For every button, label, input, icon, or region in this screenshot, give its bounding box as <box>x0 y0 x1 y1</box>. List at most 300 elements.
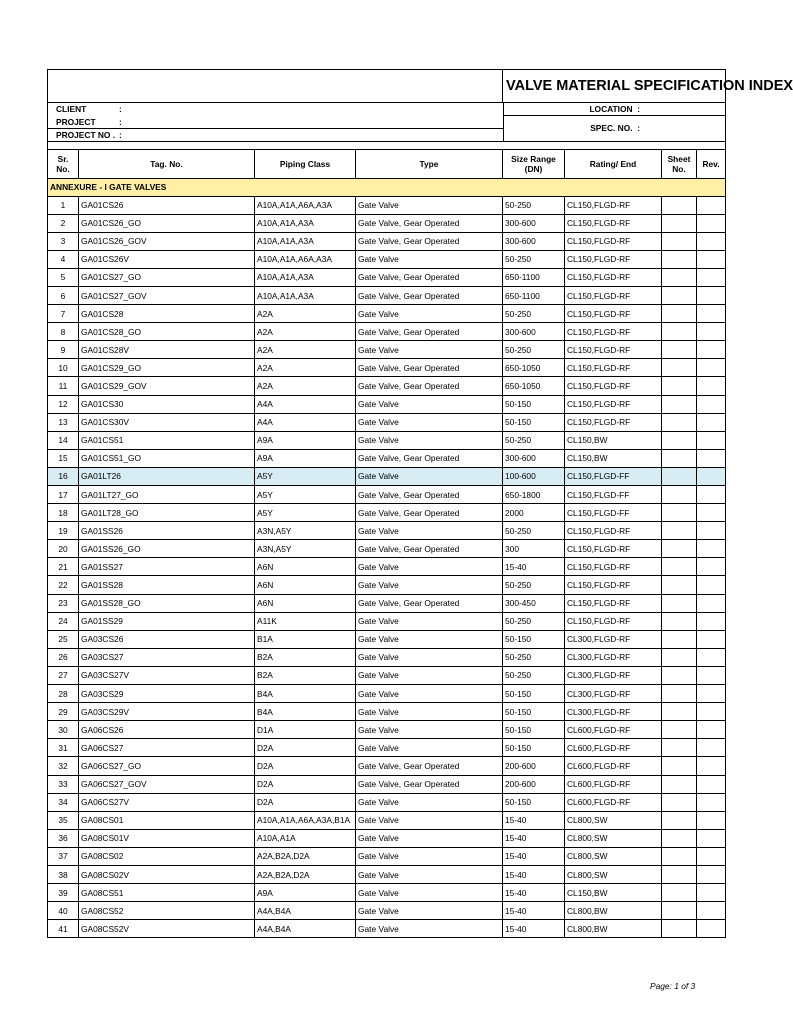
size-range-cell: 15-40 <box>503 865 565 883</box>
size-range-cell: 15-40 <box>503 884 565 902</box>
rev-cell <box>697 884 726 902</box>
size-range-cell: 15-40 <box>503 558 565 576</box>
type-cell: Gate Valve, Gear Operated <box>356 268 503 286</box>
tag-no-cell: GA08CS52 <box>79 902 255 920</box>
rev-cell <box>697 576 726 594</box>
location-colon: : <box>637 104 640 114</box>
sheet-no-cell <box>662 214 697 232</box>
type-cell: Gate Valve <box>356 793 503 811</box>
spec-no-label: SPEC. NO. <box>590 123 633 134</box>
tag-no-cell: GA01CS29_GOV <box>79 377 255 395</box>
sr-no-cell: 11 <box>48 377 79 395</box>
type-cell: Gate Valve <box>356 431 503 449</box>
type-cell: Gate Valve <box>356 648 503 666</box>
rev-cell <box>697 268 726 286</box>
size-range-cell: 50-150 <box>503 395 565 413</box>
table-row <box>48 829 726 847</box>
size-range-cell: 50-150 <box>503 630 565 648</box>
rev-cell <box>697 522 726 540</box>
type-cell: Gate Valve <box>356 739 503 757</box>
tag-no-cell: GA01SS28_GO <box>79 594 255 612</box>
rating-end-cell: CL150,FLGD-RF <box>565 286 662 304</box>
sr-no-cell: 12 <box>48 395 79 413</box>
rating-end-cell: CL150,FLGD-RF <box>565 395 662 413</box>
client-label: CLIENT <box>56 104 87 115</box>
tag-no-cell: GA01CS26V <box>79 250 255 268</box>
piping-class-cell: A2A,B2A,D2A <box>255 847 356 865</box>
rev-cell <box>697 377 726 395</box>
rev-cell <box>697 775 726 793</box>
size-range-cell: 300 <box>503 540 565 558</box>
tag-no-cell: GA01CS27_GOV <box>79 286 255 304</box>
size-range-cell: 50-150 <box>503 721 565 739</box>
piping-class-cell: A10A,A1A,A6A,A3A <box>255 196 356 214</box>
table-row <box>48 504 726 522</box>
type-cell: Gate Valve <box>356 666 503 684</box>
table-row <box>48 232 726 250</box>
sr-no-cell: 36 <box>48 829 79 847</box>
table-row <box>48 540 726 558</box>
sheet-no-cell <box>662 522 697 540</box>
rev-cell <box>697 341 726 359</box>
rev-cell <box>697 666 726 684</box>
table-row <box>48 884 726 902</box>
sr-no-cell: 40 <box>48 902 79 920</box>
size-range-cell: 50-250 <box>503 612 565 630</box>
piping-class-cell: A9A <box>255 431 356 449</box>
rating-end-cell: CL150,FLGD-RF <box>565 341 662 359</box>
type-cell: Gate Valve <box>356 902 503 920</box>
rating-end-cell: CL150,BW <box>565 449 662 467</box>
table-row <box>48 305 726 323</box>
rev-cell <box>697 648 726 666</box>
valve-table <box>47 149 726 939</box>
sheet-no-cell <box>662 359 697 377</box>
rating-end-cell: CL150,FLGD-FF <box>565 504 662 522</box>
tag-no-cell: GA01LT28_GO <box>79 504 255 522</box>
rev-cell <box>697 811 726 829</box>
table-row <box>48 721 726 739</box>
piping-class-cell: B2A <box>255 648 356 666</box>
type-cell: Gate Valve <box>356 703 503 721</box>
piping-class-cell: A3N,A5Y <box>255 522 356 540</box>
table-row <box>48 250 726 268</box>
table-row <box>48 449 726 467</box>
sheet-no-cell <box>662 666 697 684</box>
tag-no-cell: GA01CS26_GO <box>79 214 255 232</box>
col-tag-no: Tag. No. <box>79 149 255 178</box>
rev-cell <box>697 413 726 431</box>
type-cell: Gate Valve <box>356 811 503 829</box>
annexure-heading: ANNEXURE - I GATE VALVES <box>48 178 726 196</box>
piping-class-cell: A10A,A1A,A3A <box>255 214 356 232</box>
sr-no-cell: 7 <box>48 305 79 323</box>
piping-class-cell: A9A <box>255 884 356 902</box>
type-cell: Gate Valve, Gear Operated <box>356 359 503 377</box>
rating-end-cell: CL300,FLGD-RF <box>565 648 662 666</box>
col-piping-class: Piping Class <box>255 149 356 178</box>
type-cell: Gate Valve <box>356 920 503 938</box>
sheet-no-cell <box>662 757 697 775</box>
piping-class-cell: A11K <box>255 612 356 630</box>
rev-cell <box>697 467 726 485</box>
rev-cell <box>697 286 726 304</box>
sheet-no-cell <box>662 431 697 449</box>
piping-class-cell: A5Y <box>255 504 356 522</box>
piping-class-cell: A6N <box>255 594 356 612</box>
rating-end-cell: CL150,FLGD-RF <box>565 250 662 268</box>
tag-no-cell: GA03CS27 <box>79 648 255 666</box>
size-range-cell: 50-250 <box>503 341 565 359</box>
sr-no-cell: 38 <box>48 865 79 883</box>
piping-class-cell: D2A <box>255 793 356 811</box>
rev-cell <box>697 685 726 703</box>
tag-no-cell: GA03CS29 <box>79 685 255 703</box>
sheet-no-cell <box>662 847 697 865</box>
table-row <box>48 847 726 865</box>
rating-end-cell: CL150,FLGD-RF <box>565 576 662 594</box>
rev-cell <box>697 431 726 449</box>
sr-no-cell: 41 <box>48 920 79 938</box>
piping-class-cell: D2A <box>255 757 356 775</box>
type-cell: Gate Valve <box>356 576 503 594</box>
rating-end-cell: CL150,FLGD-RF <box>565 214 662 232</box>
page-number: Page: 1 of 3 <box>650 981 696 991</box>
col-rev: Rev. <box>697 149 726 178</box>
size-range-cell: 50-250 <box>503 305 565 323</box>
tag-no-cell: GA08CS01 <box>79 811 255 829</box>
size-range-cell: 100-600 <box>503 467 565 485</box>
tag-no-cell: GA01SS26 <box>79 522 255 540</box>
size-range-cell: 50-250 <box>503 431 565 449</box>
tag-no-cell: GA01CS28 <box>79 305 255 323</box>
column-header-row <box>48 149 726 178</box>
type-cell: Gate Valve, Gear Operated <box>356 486 503 504</box>
type-cell: Gate Valve <box>356 196 503 214</box>
piping-class-cell: A3N,A5Y <box>255 540 356 558</box>
type-cell: Gate Valve <box>356 721 503 739</box>
sheet-no-cell <box>662 703 697 721</box>
sheet-no-cell <box>662 685 697 703</box>
type-cell: Gate Valve <box>356 612 503 630</box>
table-row <box>48 594 726 612</box>
rev-cell <box>697 250 726 268</box>
table-row <box>48 703 726 721</box>
size-range-cell: 300-600 <box>503 449 565 467</box>
rating-end-cell: CL150,FLGD-RF <box>565 413 662 431</box>
sheet-no-cell <box>662 612 697 630</box>
rev-cell <box>697 920 726 938</box>
rev-cell <box>697 703 726 721</box>
sr-no-cell: 34 <box>48 793 79 811</box>
table-row <box>48 558 726 576</box>
tag-no-cell: GA08CS01V <box>79 829 255 847</box>
tag-no-cell: GA06CS26 <box>79 721 255 739</box>
size-range-cell: 300-450 <box>503 594 565 612</box>
sheet-no-cell <box>662 594 697 612</box>
sr-no-cell: 29 <box>48 703 79 721</box>
sheet-no-cell <box>662 232 697 250</box>
sr-no-cell: 26 <box>48 648 79 666</box>
size-range-cell: 50-150 <box>503 703 565 721</box>
rev-cell <box>697 594 726 612</box>
type-cell: Gate Valve, Gear Operated <box>356 286 503 304</box>
table-row <box>48 666 726 684</box>
size-range-cell: 50-150 <box>503 793 565 811</box>
type-cell: Gate Valve, Gear Operated <box>356 594 503 612</box>
rating-end-cell: CL150,FLGD-FF <box>565 467 662 485</box>
sr-no-cell: 31 <box>48 739 79 757</box>
spec-no-field <box>504 116 726 142</box>
tag-no-cell: GA01CS28_GO <box>79 323 255 341</box>
sr-no-cell: 39 <box>48 884 79 902</box>
table-row <box>48 268 726 286</box>
location-label: LOCATION <box>589 104 633 114</box>
table-row <box>48 413 726 431</box>
sheet-no-cell <box>662 413 697 431</box>
rating-end-cell: CL150,FLGD-RF <box>565 196 662 214</box>
rating-end-cell: CL150,FLGD-RF <box>565 305 662 323</box>
sheet-no-cell <box>662 250 697 268</box>
size-range-cell: 300-600 <box>503 323 565 341</box>
table-row <box>48 630 726 648</box>
sheet-no-cell <box>662 395 697 413</box>
tag-no-cell: GA01CS51 <box>79 431 255 449</box>
location-field <box>504 103 726 116</box>
tag-no-cell: GA08CS51 <box>79 884 255 902</box>
type-cell: Gate Valve <box>356 522 503 540</box>
tag-no-cell: GA01CS26 <box>79 196 255 214</box>
spec-index-sheet <box>47 69 793 938</box>
size-range-cell: 15-40 <box>503 920 565 938</box>
header-table <box>47 69 793 103</box>
piping-class-cell: A2A <box>255 305 356 323</box>
piping-class-cell: A2A <box>255 359 356 377</box>
sheet-no-cell <box>662 829 697 847</box>
rating-end-cell: CL600,FLGD-RF <box>565 739 662 757</box>
tag-no-cell: GA01LT26 <box>79 467 255 485</box>
spacer-row <box>48 141 726 149</box>
piping-class-cell: A10A,A1A,A3A <box>255 286 356 304</box>
col-size-range: Size Range (DN) <box>503 149 565 178</box>
table-row <box>48 576 726 594</box>
piping-class-cell: B4A <box>255 685 356 703</box>
type-cell: Gate Valve <box>356 685 503 703</box>
sheet-no-cell <box>662 902 697 920</box>
size-range-cell: 50-250 <box>503 250 565 268</box>
sr-no-cell: 32 <box>48 757 79 775</box>
piping-class-cell: B4A <box>255 703 356 721</box>
rating-end-cell: CL600,FLGD-RF <box>565 775 662 793</box>
sr-no-cell: 37 <box>48 847 79 865</box>
rev-cell <box>697 902 726 920</box>
rev-cell <box>697 395 726 413</box>
piping-class-cell: D2A <box>255 739 356 757</box>
rev-cell <box>697 232 726 250</box>
rating-end-cell: CL300,FLGD-RF <box>565 666 662 684</box>
sr-no-cell: 2 <box>48 214 79 232</box>
piping-class-cell: A4A,B4A <box>255 902 356 920</box>
piping-class-cell: A4A <box>255 395 356 413</box>
rating-end-cell: CL150,FLGD-RF <box>565 612 662 630</box>
sheet-no-cell <box>662 739 697 757</box>
type-cell: Gate Valve, Gear Operated <box>356 214 503 232</box>
sr-no-cell: 4 <box>48 250 79 268</box>
tag-no-cell: GA01SS27 <box>79 558 255 576</box>
tag-no-cell: GA03CS29V <box>79 703 255 721</box>
rev-cell <box>697 540 726 558</box>
sr-no-cell: 10 <box>48 359 79 377</box>
size-range-cell: 15-40 <box>503 829 565 847</box>
sheet-no-cell <box>662 286 697 304</box>
tag-no-cell: GA01CS28V <box>79 341 255 359</box>
rev-cell <box>697 847 726 865</box>
type-cell: Gate Valve, Gear Operated <box>356 757 503 775</box>
type-cell: Gate Valve <box>356 395 503 413</box>
sheet-no-cell <box>662 504 697 522</box>
sheet-no-cell <box>662 323 697 341</box>
sheet-no-cell <box>662 305 697 323</box>
rev-cell <box>697 196 726 214</box>
rev-cell <box>697 214 726 232</box>
sr-no-cell: 8 <box>48 323 79 341</box>
table-row <box>48 522 726 540</box>
type-cell: Gate Valve <box>356 884 503 902</box>
type-cell: Gate Valve <box>356 250 503 268</box>
table-row <box>48 648 726 666</box>
type-cell: Gate Valve <box>356 847 503 865</box>
tag-no-cell: GA01CS30 <box>79 395 255 413</box>
rating-end-cell: CL600,FLGD-RF <box>565 793 662 811</box>
sr-no-cell: 20 <box>48 540 79 558</box>
client-colon: : <box>119 104 122 115</box>
size-range-cell: 50-250 <box>503 648 565 666</box>
sheet-no-cell <box>662 341 697 359</box>
piping-class-cell: A2A,B2A,D2A <box>255 865 356 883</box>
piping-class-cell: A10A,A1A,A3A <box>255 268 356 286</box>
piping-class-cell: A9A <box>255 449 356 467</box>
size-range-cell: 50-250 <box>503 522 565 540</box>
rating-end-cell: CL150,FLGD-RF <box>565 359 662 377</box>
size-range-cell: 650-1100 <box>503 286 565 304</box>
rating-end-cell: CL600,FLGD-RF <box>565 757 662 775</box>
tag-no-cell: GA06CS27_GOV <box>79 775 255 793</box>
rating-end-cell: CL800,SW <box>565 865 662 883</box>
size-range-cell: 50-250 <box>503 576 565 594</box>
sr-no-cell: 18 <box>48 504 79 522</box>
piping-class-cell: A10A,A1A,A3A <box>255 232 356 250</box>
sheet-no-cell <box>662 540 697 558</box>
rating-end-cell: CL600,FLGD-RF <box>565 721 662 739</box>
sr-no-cell: 35 <box>48 811 79 829</box>
sheet-no-cell <box>662 811 697 829</box>
rev-cell <box>697 449 726 467</box>
tag-no-cell: GA01CS51_GO <box>79 449 255 467</box>
sheet-no-cell <box>662 268 697 286</box>
tag-no-cell: GA01CS29_GO <box>79 359 255 377</box>
sr-no-cell: 16 <box>48 467 79 485</box>
type-cell: Gate Valve <box>356 865 503 883</box>
size-range-cell: 15-40 <box>503 811 565 829</box>
rev-cell <box>697 630 726 648</box>
tag-no-cell: GA03CS27V <box>79 666 255 684</box>
table-row <box>48 865 726 883</box>
size-range-cell: 50-150 <box>503 739 565 757</box>
size-range-cell: 300-600 <box>503 214 565 232</box>
tag-no-cell: GA01SS29 <box>79 612 255 630</box>
rev-cell <box>697 612 726 630</box>
table-row <box>48 612 726 630</box>
spec-no-colon: : <box>637 123 640 134</box>
sr-no-cell: 9 <box>48 341 79 359</box>
piping-class-cell: A4A,B4A <box>255 920 356 938</box>
size-range-cell: 2000 <box>503 504 565 522</box>
type-cell: Gate Valve, Gear Operated <box>356 449 503 467</box>
rev-cell <box>697 721 726 739</box>
tag-no-cell: GA01SS28 <box>79 576 255 594</box>
piping-class-cell: A6N <box>255 558 356 576</box>
rev-cell <box>697 359 726 377</box>
type-cell: Gate Valve, Gear Operated <box>356 377 503 395</box>
sheet-no-cell <box>662 558 697 576</box>
sr-no-cell: 24 <box>48 612 79 630</box>
rev-cell <box>697 757 726 775</box>
sr-no-cell: 6 <box>48 286 79 304</box>
title-blank-cell <box>48 70 503 103</box>
project-field <box>48 116 504 129</box>
sr-no-cell: 23 <box>48 594 79 612</box>
table-row <box>48 739 726 757</box>
rating-end-cell: CL150,FLGD-RF <box>565 540 662 558</box>
type-cell: Gate Valve <box>356 829 503 847</box>
project-no-colon: : <box>119 129 122 140</box>
piping-class-cell: D2A <box>255 775 356 793</box>
size-range-cell: 50-250 <box>503 666 565 684</box>
sr-no-cell: 33 <box>48 775 79 793</box>
sheet-no-cell <box>662 630 697 648</box>
size-range-cell: 50-150 <box>503 413 565 431</box>
tag-no-cell: GA06CS27V <box>79 793 255 811</box>
rating-end-cell: CL300,FLGD-RF <box>565 703 662 721</box>
tag-no-cell: GA01CS26_GOV <box>79 232 255 250</box>
type-cell: Gate Valve <box>356 558 503 576</box>
rating-end-cell: CL800,BW <box>565 902 662 920</box>
rating-end-cell: CL150,FLGD-RF <box>565 232 662 250</box>
type-cell: Gate Valve <box>356 413 503 431</box>
piping-class-cell: A5Y <box>255 467 356 485</box>
sr-no-cell: 25 <box>48 630 79 648</box>
tag-no-cell: GA01CS27_GO <box>79 268 255 286</box>
sr-no-cell: 14 <box>48 431 79 449</box>
table-row <box>48 793 726 811</box>
rating-end-cell: CL800,BW <box>565 920 662 938</box>
type-cell: Gate Valve <box>356 341 503 359</box>
type-cell: Gate Valve <box>356 305 503 323</box>
tag-no-cell: GA06CS27_GO <box>79 757 255 775</box>
type-cell: Gate Valve <box>356 467 503 485</box>
piping-class-cell: A5Y <box>255 486 356 504</box>
rev-cell <box>697 558 726 576</box>
piping-class-cell: A4A <box>255 413 356 431</box>
rev-cell <box>697 739 726 757</box>
size-range-cell: 50-250 <box>503 196 565 214</box>
sr-no-cell: 22 <box>48 576 79 594</box>
size-range-cell: 650-1050 <box>503 359 565 377</box>
project-label: PROJECT <box>56 116 96 127</box>
sheet-no-cell <box>662 196 697 214</box>
col-rating-end: Rating/ End <box>565 149 662 178</box>
size-range-cell: 15-40 <box>503 847 565 865</box>
